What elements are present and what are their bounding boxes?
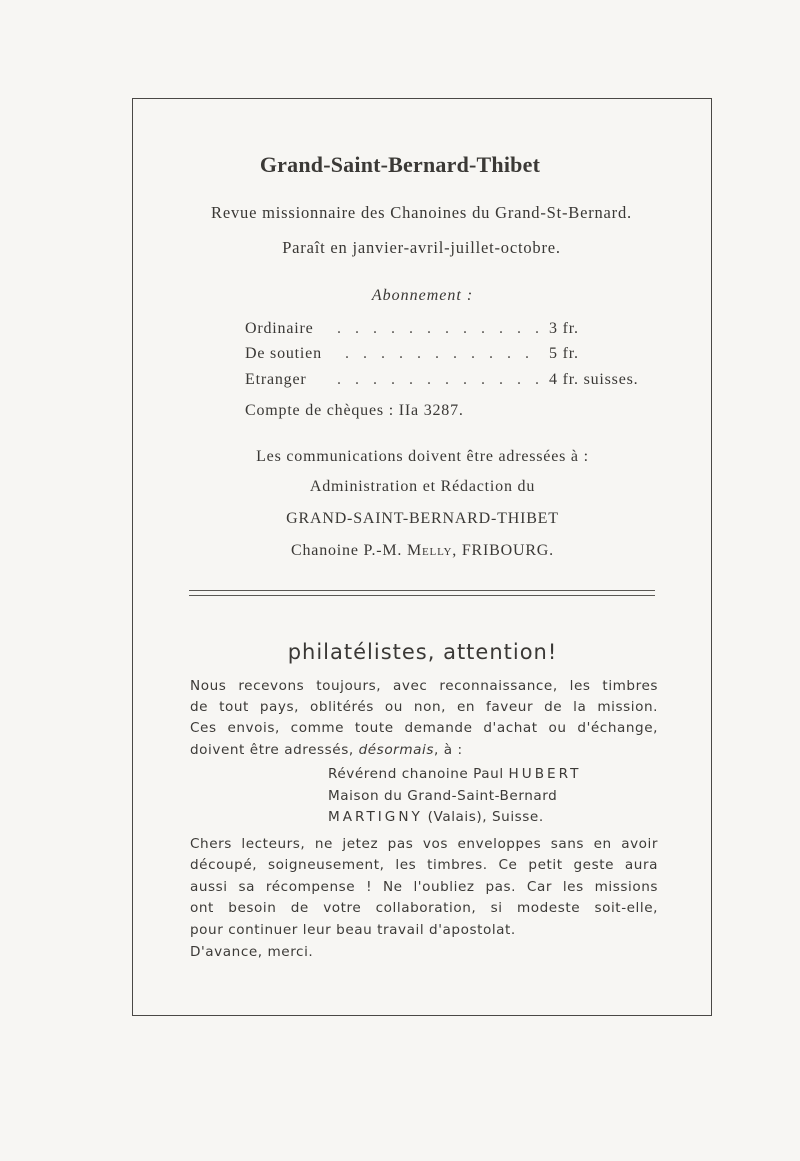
rate-label: Etranger <box>245 371 307 388</box>
paragraph-line: aussi sa récompense ! Ne l'oubliez pas. Car les missions <box>190 879 658 895</box>
address-line: MARTIGNY (Valais), Suisse. <box>328 809 544 825</box>
rate-price: 4 fr. suisses. <box>549 371 639 388</box>
cheque-account: Compte de chèques : IIa 3287. <box>245 402 464 419</box>
recipient-surname: HUBERT <box>508 766 582 782</box>
page-title: Grand-Saint-Bernard-Thibet <box>259 152 541 177</box>
publication-name: GRAND-SAINT-BERNARD-THIBET <box>286 510 559 527</box>
subtitle: Revue missionnaire des Chanoines du Grand-St-Bernard. <box>211 203 632 222</box>
communications-intro: Les communications doivent être adressées à : <box>256 448 589 465</box>
paragraph-line: Ces envois, comme toute demande d'achat ou d'échange, <box>190 720 658 736</box>
paragraph-line: doivent être adressés, désormais, à : <box>190 742 463 758</box>
address-line: Révérend chanoine Paul HUBERT <box>328 766 582 782</box>
address-town: MARTIGNY <box>328 809 423 825</box>
divider-top <box>189 590 655 591</box>
closing-line: D'avance, merci. <box>190 944 314 960</box>
administration-line: Administration et Rédaction du <box>309 478 536 495</box>
rate-price: 3 fr. <box>549 320 579 337</box>
paragraph-line: Nous recevons toujours, avec reconnaissance, les timbres <box>190 678 658 694</box>
subscription-heading: Abonnement : <box>371 287 474 304</box>
paragraph-line: de tout pays, oblitérés ou non, en faveur de la mission. <box>190 699 658 715</box>
rate-label: De soutien <box>245 345 322 362</box>
divider-bottom <box>189 595 655 596</box>
philately-heading: philatélistes, attention! <box>287 640 558 664</box>
rate-leader-dots: . . . . . . . . . . . . <box>337 371 544 388</box>
publication-schedule: Paraît en janvier-avril-juillet-octobre. <box>282 238 561 257</box>
emphasis: désormais <box>358 742 434 758</box>
paragraph-line: pour continuer leur beau travail d'apostolat. <box>190 922 516 938</box>
rate-leader-dots: . . . . . . . . . . . <box>345 345 534 362</box>
editor-name: Melly <box>407 542 453 559</box>
editor-address: Chanoine P.-M. Melly, FRIBOURG. <box>291 542 554 559</box>
paragraph-line: Chers lecteurs, ne jetez pas vos enveloppes sans en avoir <box>190 836 658 852</box>
rate-price: 5 fr. <box>549 345 579 362</box>
address-line: Maison du Grand-Saint-Bernard <box>328 788 558 804</box>
rate-leader-dots: . . . . . . . . . . . . <box>337 320 544 337</box>
paragraph-line: découpé, soigneusement, les timbres. Ce petit geste aura <box>190 857 658 873</box>
paragraph-line: ont besoin de votre collaboration, si modeste soit-elle, <box>190 900 658 916</box>
rate-label: Ordinaire <box>245 320 314 337</box>
